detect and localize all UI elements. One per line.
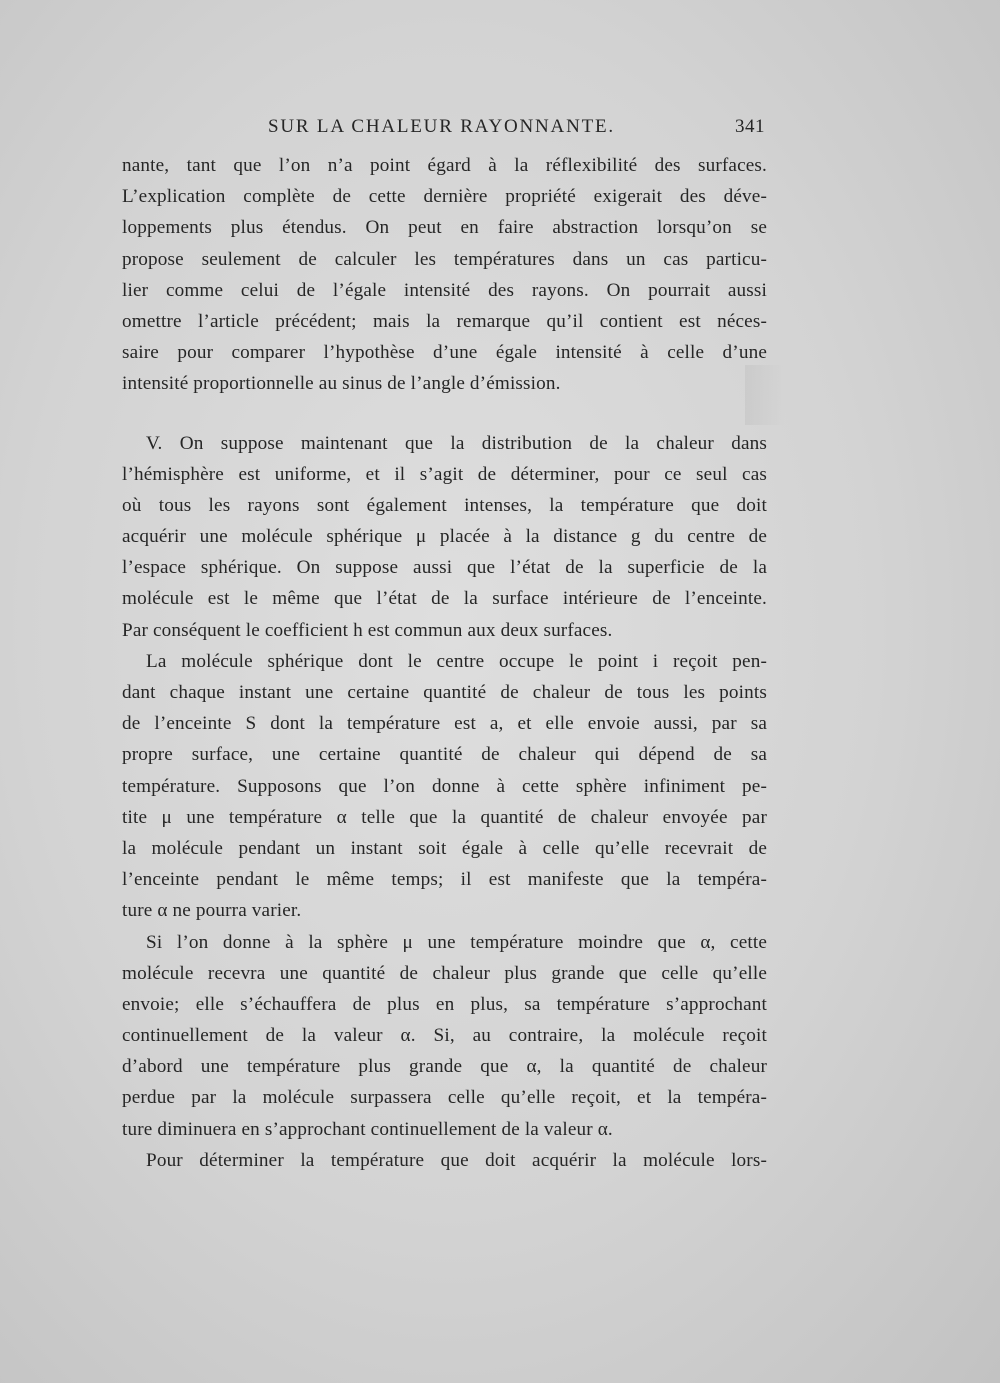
text-line: l’hémisphère est uniforme, et il s’agit de déterminer, pour ce seul cas bbox=[122, 463, 767, 485]
text-line: l’espace sphérique. On suppose aussi que l’état de la superficie de la bbox=[122, 557, 767, 579]
text-line: La molécule sphérique dont le centre occupe le point i reçoit pen- bbox=[146, 650, 767, 672]
paragraph bbox=[122, 150, 767, 400]
text-line: molécule recevra une quantité de chaleur plus grande que celle qu’elle bbox=[122, 962, 767, 984]
body-text bbox=[122, 150, 767, 1176]
text-line: propose seulement de calculer les températures dans un cas particu- bbox=[122, 248, 767, 270]
paragraph bbox=[122, 927, 767, 1145]
text-line: intensité proportionnelle au sinus de l’angle d’émission. bbox=[122, 373, 561, 395]
paragraph bbox=[122, 646, 767, 927]
text-line: nante, tant que l’on n’a point égard à la réflexibilité des surfaces. bbox=[122, 155, 767, 176]
text-line: d’abord une température plus grande que α, la quantité de chaleur bbox=[122, 1056, 767, 1078]
text-line: Par conséquent le coefficient h est commun aux deux surfaces. bbox=[122, 619, 613, 641]
section-gap bbox=[122, 400, 767, 428]
text-line: saire pour comparer l’hypothèse d’une égale intensité à celle d’une bbox=[122, 342, 767, 364]
text-line: où tous les rayons sont également intenses, la température que doit bbox=[122, 494, 767, 516]
text-line: ture α ne pourra varier. bbox=[122, 900, 302, 922]
running-title: SUR LA CHALEUR RAYONNANTE. bbox=[268, 116, 615, 137]
text-line: envoie; elle s’échauffera de plus en plus, sa température s’approchant bbox=[122, 993, 767, 1015]
text-line: acquérir une molécule sphérique μ placée à la distance g du centre de bbox=[122, 526, 767, 548]
text-line: Si l’on donne à la sphère μ une température moindre que α, cette bbox=[146, 931, 767, 953]
text-line: continuellement de la valeur α. Si, au contraire, la molécule reçoit bbox=[122, 1025, 767, 1047]
paragraph bbox=[122, 1145, 767, 1176]
text-line: L’explication complète de cette dernière propriété exigerait des déve- bbox=[122, 186, 767, 208]
text-line: la molécule pendant un instant soit égale à celle qu’elle recevrait de bbox=[122, 837, 767, 859]
text-line: température. Supposons que l’on donne à cette sphère infiniment pe- bbox=[122, 775, 767, 797]
page-number: 341 bbox=[735, 116, 765, 137]
running-header bbox=[120, 116, 765, 140]
text-line: propre surface, une certaine quantité de chaleur qui dépend de sa bbox=[122, 744, 767, 766]
text-line: perdue par la molécule surpassera celle qu’elle reçoit, et la tempéra- bbox=[122, 1087, 767, 1109]
text-line: molécule est le même que l’état de la surface intérieure de l’enceinte. bbox=[122, 588, 767, 610]
text-line: de l’enceinte S dont la température est a, et elle envoie aussi, par sa bbox=[122, 713, 767, 735]
text-line: omettre l’article précédent; mais la remarque qu’il contient est néces- bbox=[122, 310, 767, 332]
text-line: loppements plus étendus. On peut en faire abstraction lorsqu’on se bbox=[122, 217, 767, 239]
text-line: V. On suppose maintenant que la distribution de la chaleur dans bbox=[146, 432, 767, 454]
paragraph bbox=[122, 428, 767, 646]
text-line: l’enceinte pendant le même temps; il est manifeste que la tempéra- bbox=[122, 869, 767, 891]
text-line: tite μ une température α telle que la quantité de chaleur envoyée par bbox=[122, 806, 767, 828]
text-line: dant chaque instant une certaine quantité de chaleur de tous les points bbox=[122, 682, 767, 703]
text-line: lier comme celui de l’égale intensité des rayons. On pourrait aussi bbox=[122, 279, 767, 301]
text-line: Pour déterminer la température que doit acquérir la molécule lors- bbox=[146, 1149, 767, 1171]
text-line: ture diminuera en s’approchant continuellement de la valeur α. bbox=[122, 1118, 613, 1140]
